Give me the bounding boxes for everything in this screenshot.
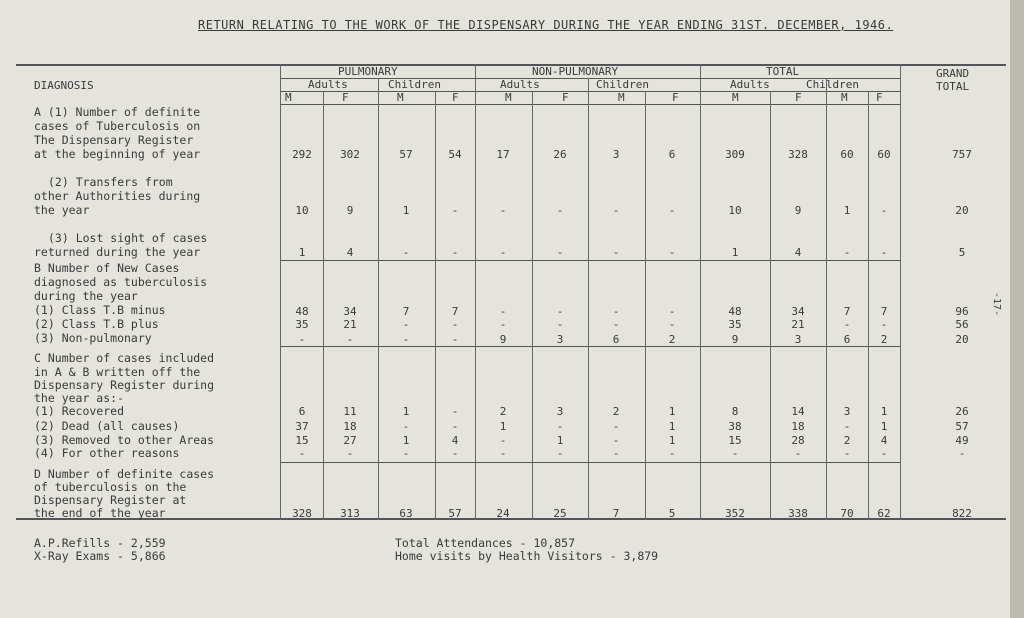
table-cell: 1	[298, 246, 306, 259]
row-label-line: during the year	[34, 289, 138, 303]
row-label-line: at the beginning of year	[34, 147, 201, 161]
table-cell: 3	[556, 333, 564, 346]
footer-home-visits: Home visits by Health Visitors - 3,879	[395, 549, 659, 563]
row-label-line: returned during the year	[34, 245, 201, 259]
table-cell: -	[731, 447, 739, 460]
header-f: F	[452, 91, 459, 104]
table-cell: 328	[788, 148, 808, 161]
table-cell: 352	[725, 507, 745, 520]
table-cell: 96	[955, 305, 969, 318]
header-m: M	[841, 91, 848, 104]
header-grand-total-1: GRAND	[936, 67, 970, 80]
table-cell: 34	[791, 305, 805, 318]
table-cell: 309	[725, 148, 745, 161]
header-total: TOTAL	[766, 65, 800, 78]
row-label-line: the year	[34, 203, 90, 217]
table-cell: 57	[955, 420, 969, 433]
table-cell: 9	[346, 204, 354, 217]
table-cell: 9	[794, 204, 802, 217]
row-label-line: B Number of New Cases	[34, 261, 180, 275]
footer-attendances: Total Attendances - 10,857	[395, 536, 576, 550]
table-cell: 35	[728, 318, 742, 331]
table-cell: -	[556, 305, 564, 318]
table-cell: 70	[840, 507, 854, 520]
header-pul-children: Children	[388, 78, 441, 91]
table-cell: 27	[343, 434, 357, 447]
row-label-line: The Dispensary Register	[34, 133, 194, 147]
header-f: F	[342, 91, 349, 104]
table-cell: 34	[343, 305, 357, 318]
table-cell: 313	[340, 507, 360, 520]
header-f: F	[672, 91, 679, 104]
table-cell: 48	[728, 305, 742, 318]
table-cell: 62	[877, 507, 891, 520]
table-cell: 1	[668, 420, 676, 433]
table-cell: 302	[340, 148, 360, 161]
table-cell: 7	[451, 305, 459, 318]
table-cell: -	[402, 246, 410, 259]
table-cell: 338	[788, 507, 808, 520]
row-label-line: Dispensary Register during	[34, 378, 215, 392]
row-label-line: (2) Dead (all causes)	[34, 419, 180, 433]
table-cell: 2	[880, 333, 888, 346]
table-cell: 10	[295, 204, 309, 217]
table-cell: -	[880, 447, 888, 460]
table-cell: 4	[794, 246, 802, 259]
table-cell: -	[451, 318, 459, 331]
row-label-line: the end of the year	[34, 506, 166, 520]
page-title: RETURN RELATING TO THE WORK OF THE DISPENSARY DURING THE YEAR ENDING 31ST. DECEMBER, 1946.	[198, 18, 894, 32]
table-cell: 328	[292, 507, 312, 520]
table-cell: 1	[880, 420, 888, 433]
table-cell: 60	[877, 148, 891, 161]
table-cell: 15	[728, 434, 742, 447]
row-label-line: C Number of cases included	[34, 351, 215, 365]
footer-xray: X-Ray Exams - 5,866	[34, 549, 166, 563]
row-label-line: Dispensary Register at	[34, 493, 187, 507]
table-cell: 7	[843, 305, 851, 318]
page-edge	[1010, 0, 1024, 618]
table-cell: 1	[731, 246, 739, 259]
table-cell: -	[451, 204, 459, 217]
row-label-line: (1) Class T.B minus	[34, 303, 166, 317]
table-cell: -	[451, 246, 459, 259]
header-nonpul-children: Children	[596, 78, 649, 91]
table-cell: 1	[402, 204, 410, 217]
table-cell: 26	[955, 405, 969, 418]
table-cell: 57	[399, 148, 413, 161]
table-cell: 26	[553, 148, 567, 161]
table-cell: 3	[612, 148, 620, 161]
table-cell: 14	[791, 405, 805, 418]
table-cell: -	[556, 420, 564, 433]
row-label-line: (4) For other reasons	[34, 446, 180, 460]
header-m: M	[285, 91, 292, 104]
table-cell: 1	[668, 405, 676, 418]
table-cell: 7	[402, 305, 410, 318]
header-total-children: Children	[806, 78, 859, 91]
table-cell: -	[668, 447, 676, 460]
table-cell: -	[612, 447, 620, 460]
header-total-adults: Adults	[730, 78, 770, 91]
table-cell: -	[346, 333, 354, 346]
row-label-line: of tuberculosis on the	[34, 480, 187, 494]
header-m: M	[732, 91, 739, 104]
table-cell: 3	[556, 405, 564, 418]
table-cell: 8	[731, 405, 739, 418]
table-cell: 4	[451, 434, 459, 447]
table-cell: 4	[880, 434, 888, 447]
table-cell: 49	[955, 434, 969, 447]
table-cell: 2	[499, 405, 507, 418]
table-cell: 38	[728, 420, 742, 433]
table-cell: 1	[556, 434, 564, 447]
table-cell: 5	[668, 507, 676, 520]
table-cell: 17	[496, 148, 510, 161]
table-cell: -	[794, 447, 802, 460]
table-cell: 1	[499, 420, 507, 433]
table-cell: 7	[612, 507, 620, 520]
table-cell: -	[612, 420, 620, 433]
table-cell: -	[402, 333, 410, 346]
table-cell: 15	[295, 434, 309, 447]
table-cell: -	[843, 420, 851, 433]
table-cell: -	[451, 333, 459, 346]
footer-refills: A.P.Refills - 2,559	[34, 536, 166, 550]
table-cell: -	[499, 318, 507, 331]
table-cell: -	[612, 305, 620, 318]
table-cell: -	[843, 447, 851, 460]
table-cell: 11	[343, 405, 357, 418]
table-cell: 2	[843, 434, 851, 447]
table-cell: -	[451, 447, 459, 460]
table-cell: -	[612, 434, 620, 447]
table-cell: 5	[958, 246, 966, 259]
table-cell: 7	[880, 305, 888, 318]
table-cell: -	[499, 204, 507, 217]
table-cell: 6	[668, 148, 676, 161]
table-cell: -	[843, 246, 851, 259]
header-pulmonary: PULMONARY	[338, 65, 398, 78]
table-cell: 10	[728, 204, 742, 217]
header-f: F	[876, 91, 883, 104]
row-label-line: (3) Non-pulmonary	[34, 331, 152, 345]
table-cell: -	[880, 204, 888, 217]
table-cell: -	[499, 447, 507, 460]
row-label-line: cases of Tuberculosis on	[34, 119, 201, 133]
table-cell: -	[499, 305, 507, 318]
table-cell: 48	[295, 305, 309, 318]
row-label-line: the year as:-	[34, 391, 125, 405]
row-label-line: (3) Lost sight of cases	[48, 231, 208, 245]
table-cell: -	[668, 246, 676, 259]
header-m: M	[397, 91, 404, 104]
table-cell: -	[499, 246, 507, 259]
page-number-side: -17-	[991, 292, 1002, 317]
table-cell: -	[612, 246, 620, 259]
table-cell: 1	[880, 405, 888, 418]
table-cell: 2	[612, 405, 620, 418]
table-cell: 6	[612, 333, 620, 346]
table-cell: -	[451, 405, 459, 418]
table-cell: 3	[794, 333, 802, 346]
row-label-line: (1) Recovered	[34, 404, 125, 418]
table-cell: 4	[346, 246, 354, 259]
table-cell: 1	[668, 434, 676, 447]
header-non-pulmonary: NON-PULMONARY	[532, 65, 619, 78]
table-cell: -	[612, 318, 620, 331]
table-cell: 822	[952, 507, 972, 520]
table-cell: -	[556, 318, 564, 331]
table-cell: -	[556, 246, 564, 259]
header-grand-total-2: TOTAL	[936, 80, 970, 93]
row-label-line: diagnosed as tuberculosis	[34, 275, 208, 289]
table-cell: -	[843, 318, 851, 331]
row-label-line: in A & B written off the	[34, 365, 201, 379]
table-cell: 6	[298, 405, 306, 418]
table-cell: 20	[955, 333, 969, 346]
header-f: F	[562, 91, 569, 104]
table-cell: 1	[402, 434, 410, 447]
table-cell: 9	[731, 333, 739, 346]
table-cell: 56	[955, 318, 969, 331]
header-m: M	[618, 91, 625, 104]
table-cell: 2	[668, 333, 676, 346]
table-cell: -	[298, 333, 306, 346]
table-cell: 3	[843, 405, 851, 418]
table-cell: 21	[791, 318, 805, 331]
table-cell: -	[668, 305, 676, 318]
table-cell: 57	[448, 507, 462, 520]
header-pul-adults: Adults	[308, 78, 348, 91]
table-cell: -	[346, 447, 354, 460]
table-cell: 18	[343, 420, 357, 433]
table-cell: 37	[295, 420, 309, 433]
table-cell: 18	[791, 420, 805, 433]
row-label-line: (3) Removed to other Areas	[34, 433, 215, 447]
table-cell: 54	[448, 148, 462, 161]
header-f: F	[795, 91, 802, 104]
table-cell: -	[298, 447, 306, 460]
table-cell: 9	[499, 333, 507, 346]
table-cell: -	[668, 318, 676, 331]
table-cell: -	[402, 420, 410, 433]
table-cell: 20	[955, 204, 969, 217]
table-cell: -	[556, 447, 564, 460]
table-cell: 25	[553, 507, 567, 520]
table-cell: 1	[402, 405, 410, 418]
table-cell: 28	[791, 434, 805, 447]
row-label-line: (2) Class T.B plus	[34, 317, 159, 331]
row-label-line: A (1) Number of definite	[34, 105, 201, 119]
table-cell: 24	[496, 507, 510, 520]
table-cell: 35	[295, 318, 309, 331]
table-cell: 21	[343, 318, 357, 331]
table-cell: -	[402, 447, 410, 460]
header-diagnosis: DIAGNOSIS	[34, 79, 94, 92]
row-label-line: (2) Transfers from	[48, 175, 173, 189]
table-cell: 60	[840, 148, 854, 161]
table-cell: -	[612, 204, 620, 217]
row-label-line: D Number of definite cases	[34, 467, 215, 481]
table-cell: -	[499, 434, 507, 447]
header-nonpul-adults: Adults	[500, 78, 540, 91]
table-cell: 292	[292, 148, 312, 161]
table-cell: -	[880, 246, 888, 259]
table-cell: -	[451, 420, 459, 433]
header-m: M	[505, 91, 512, 104]
table-cell: -	[402, 318, 410, 331]
row-label-line: other Authorities during	[34, 189, 201, 203]
table-cell: -	[556, 204, 564, 217]
table-cell: -	[668, 204, 676, 217]
table-cell: 1	[843, 204, 851, 217]
table-cell: 6	[843, 333, 851, 346]
table-cell: -	[880, 318, 888, 331]
table-cell: -	[958, 447, 966, 460]
table-cell: 757	[952, 148, 972, 161]
table-cell: 63	[399, 507, 413, 520]
